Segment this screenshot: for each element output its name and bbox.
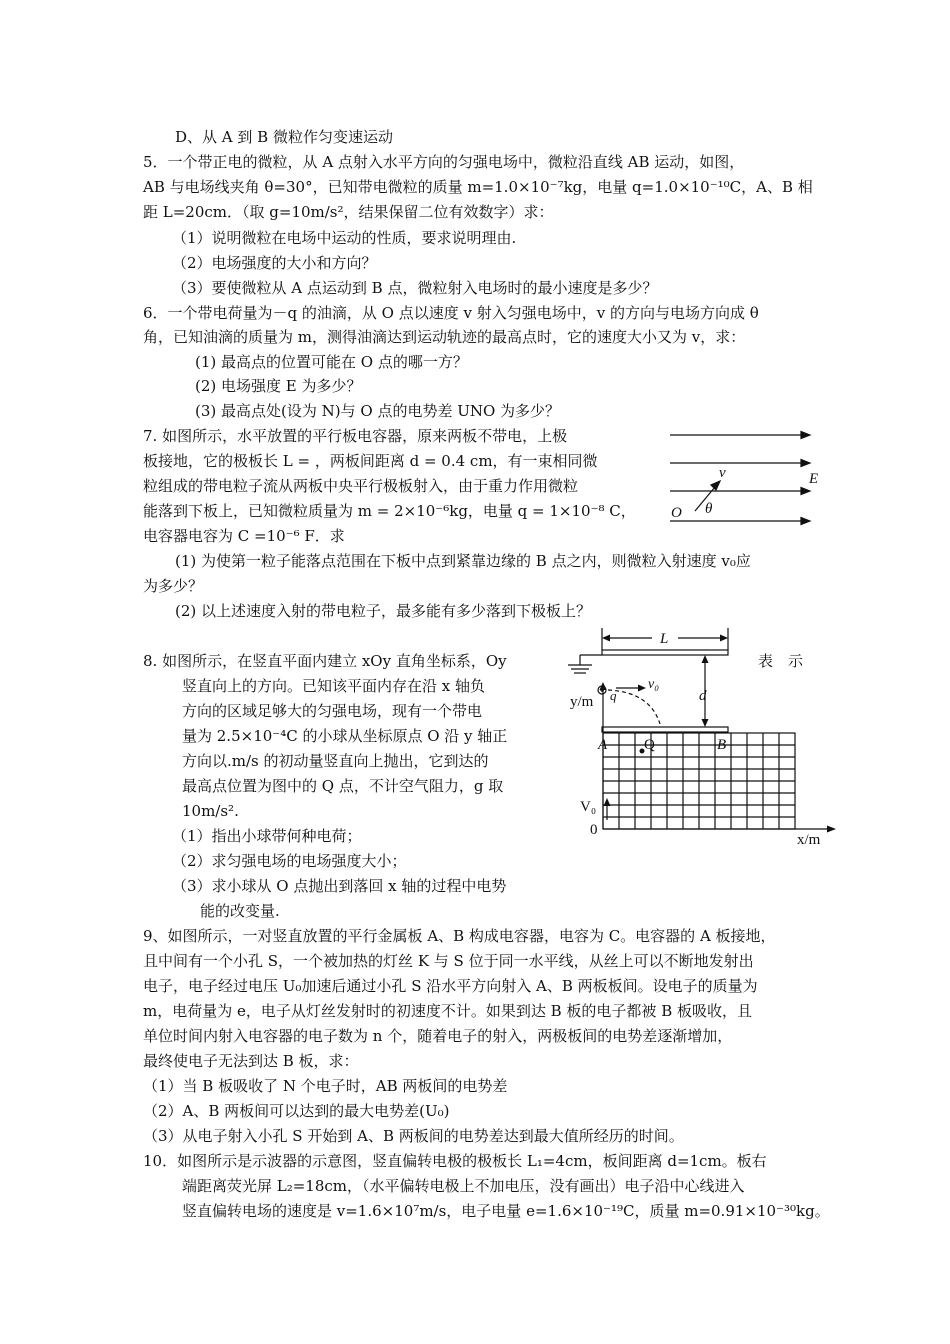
q8-line2: 竖直向上的方向。已知该平面内存在沿 x 轴负 [182, 677, 485, 695]
theta-label: θ [705, 501, 713, 517]
x-axis-label: x/m [797, 832, 821, 848]
q5-sub2: （2）电场强度的大小和方向？ [172, 254, 377, 272]
q9-sub2: （2）A、B 两板间可以达到的最大电势差(U₀) [143, 1102, 450, 1120]
q6-sub1: (1) 最高点的位置可能在 O 点的哪一方？ [195, 353, 468, 371]
q5-sub1: （1）说明微粒在电场中运动的性质，要求说明理由. [172, 229, 517, 247]
q10-line3: 竖直偏转电场的速度是 v=1.6×10⁷m/s，电子电量 e=1.6×10⁻¹⁹C，质量 m=0.91×10⁻³⁰kg。 [182, 1202, 830, 1220]
origin-label: 0 [590, 822, 598, 838]
q8-sub3-cont: 能的改变量. [200, 902, 280, 920]
q8-line6: 最高点位置为图中的 Q 点，不计空气阻力，g 取 [182, 777, 504, 795]
q8-line5: 方向以.m/s 的初动量竖直向上抛出，它到达的 [182, 752, 489, 770]
q8-sub2: （2）求匀强电场的电场强度大小； [172, 852, 407, 870]
q-label: q [610, 688, 617, 703]
q7-line4: 能落到下板上，已知微粒质量为 m = 2×10⁻⁶kg，电量 q = 1×10⁻⁸ C， [143, 502, 636, 520]
q9-sub1: （1）当 B 板吸收了 N 个电子时，AB 两板间的电势差 [143, 1077, 508, 1095]
q5-line1: 5．一个带正电的微粒，从 A 点射入水平方向的匀强电场中，微粒沿直线 AB 运动，如图， [143, 153, 745, 171]
q7-sub1-line1: (1) 为使第一粒子能落点范围在下板中点到紧靠边缘的 B 点之内，则微粒入射速度 v₀应 [175, 552, 751, 570]
q8-line1: 8. 如图所示，在竖直平面内建立 xOy 直角坐标系，Oy [143, 652, 507, 670]
q9-line1: 9、如图所示，一对竖直放置的平行金属板 A、B 构成电容器，电容为 C。电容器的 A 板接地， [143, 927, 776, 945]
q8-line3: 方向的区域足够大的匀强电场，现有一个带电 [182, 702, 483, 720]
q8-line7: 10m/s². [182, 802, 239, 820]
l-label: L [660, 631, 669, 647]
q6-line2: 角，已知油滴的质量为 m，测得油滴达到运动轨迹的最高点时，它的速度大小又为 v，求： [143, 328, 746, 346]
e-label: E [809, 471, 819, 487]
a-label: A [598, 737, 608, 753]
v-label: v [719, 465, 726, 481]
field-diagram [665, 425, 819, 530]
v0-label: v₀ [648, 677, 660, 692]
o-label: O [671, 505, 682, 521]
q-point-label: Q [644, 737, 655, 753]
q9-line3: 电子，电子经过电压 U₀加速后通过小孔 S 沿水平方向射入 A、B 两板板间。设电子的质量为 [143, 977, 758, 995]
q6-sub3: (3) 最高点处(设为 N)与 O 点的电势差 UNO 为多少？ [195, 402, 561, 420]
q5-line3: 距 L=20cm．（取 g=10m/s²，结果保留二位有效数字）求： [143, 203, 554, 221]
q10-line1: 10．如图所示是示波器的示意图，竖直偏转电极的极板长 L₁=4cm，板间距离 d=1cm。板右 [143, 1152, 767, 1170]
q7-sub2: (2) 以上述速度入射的带电粒子，最多能有多少落到下极板上？ [175, 602, 592, 620]
q7-line1: 7. 如图所示，水平放置的平行板电容器，原来两板不带电，上极 [143, 427, 568, 445]
capacitor-grid-diagram [560, 620, 850, 850]
q7-sub1-line2: 为多少？ [143, 577, 204, 595]
q6-line1: 6．一个带电荷量为－q 的油滴，从 O 点以速度 v 射入匀强电场中，v 的方向与电场方向成 θ [143, 304, 759, 322]
v0-axis-label: V₀ [580, 799, 597, 815]
q8-sub3: （3）求小球从 O 点抛出到落回 x 轴的过程中电势 [172, 877, 507, 895]
q8-line1-tail: 表 示 [758, 652, 804, 670]
b-label: B [717, 737, 727, 753]
q9-line2: 且中间有一个小孔 S，一个被加热的灯丝 K 与 S 位于同一水平线，从丝上可以不断地发射出 [143, 952, 754, 970]
q8-line4: 量为 2.5×10⁻⁴C 的小球从坐标原点 O 沿 y 轴正 [182, 727, 508, 745]
q9-line4: m，电荷量为 e，电子从灯丝发射时的初速度不计。如果到达 B 板的电子都被 B 板吸收，且 [143, 1002, 752, 1020]
q7-line3: 粒组成的带电粒子流从两板中央平行极板射入，由于重力作用微粒 [143, 477, 579, 495]
q9-sub3: （3）从电子射入小孔 S 开始到 A、B 两板间的电势差达到最大值所经历的时间。 [143, 1127, 684, 1145]
q5-line2: AB 与电场线夹角 θ=30°，已知带电微粒的质量 m=1.0×10⁻⁷kg，电量 q=1.0×10⁻¹⁰C，A、B 相 [143, 178, 813, 196]
y-axis-label: y/m [570, 694, 594, 710]
q7-line2: 板接地，它的极板长 L = ，两板间距离 d = 0.4 cm，有一束相同微 [143, 452, 598, 470]
d-label: d [699, 688, 707, 704]
q9-line5: 单位时间内射入电容器的电子数为 n 个，随着电子的射入，两极板间的电势差逐渐增加， [143, 1027, 733, 1045]
q10-line2: 端距离荧光屏 L₂=18cm，（水平偏转电极上不加电压，没有画出）电子沿中心线进入 [182, 1177, 745, 1195]
q6-sub2: (2) 电场强度 E 为多少？ [195, 377, 362, 395]
q7-line5: 电容器电容为 C =10⁻⁶ F．求 [143, 527, 345, 545]
q5-sub3: （3）要使微粒从 A 点运动到 B 点，微粒射入电场时的最小速度是多少？ [172, 279, 658, 297]
option-d: D、从 A 到 B 微粒作匀变速运动 [175, 128, 393, 146]
q9-line6: 最终使电子无法到达 B 板，求： [143, 1052, 359, 1070]
q8-sub1: （1）指出小球带何种电荷； [172, 827, 362, 845]
